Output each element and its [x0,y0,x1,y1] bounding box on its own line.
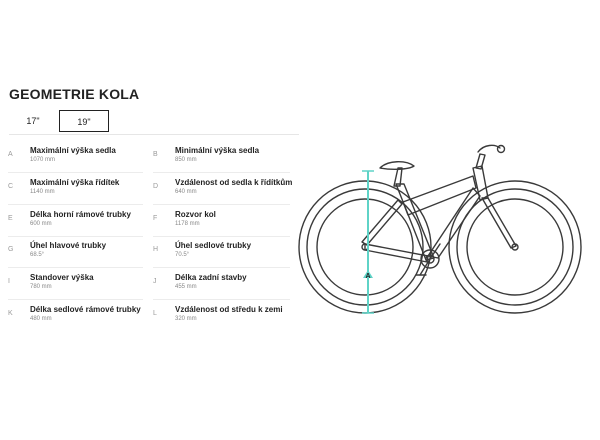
spec-value: 68.5° [30,252,45,258]
spec-label: Vzdálenost od sedla k řídítkům [175,178,293,187]
spec-value: 1140 mm [30,189,55,195]
spec-divider [8,204,143,205]
spec-value: 455 mm [175,284,197,290]
spec-label: Minimální výška sedla [175,146,260,155]
spec-value: 640 mm [175,189,197,195]
spec-divider [8,172,143,173]
spec-divider [153,204,290,205]
spec-letter: A [8,151,13,158]
spec-letter: J [153,278,157,285]
spec-value: 1070 mm [30,157,56,163]
spec-value: 320 mm [175,316,197,322]
spec-divider [153,236,290,237]
size-selector [9,110,299,135]
spec-letter: K [8,310,13,317]
spec-label: Standover výška [30,273,94,282]
spec-divider [8,236,143,237]
spec-value: 1178 mm [175,221,200,227]
spec-letter: B [153,151,158,158]
size-tab-19[interactable]: 19" [59,110,109,132]
spec-label: Délka horní rámové trubky [30,210,131,219]
spec-label: Úhel hlavové trubky [30,241,107,250]
spec-value: 780 mm [30,284,52,290]
page-title: GEOMETRIE KOLA [9,86,140,102]
spec-letter: F [153,215,158,222]
spec-label: Délka sedlové rámové trubky [30,305,141,314]
spec-label: Rozvor kol [175,210,216,219]
spec-label: Maximální výška řídítek [30,178,120,187]
size-tab-17[interactable]: 17" [26,116,40,126]
spec-divider [153,299,290,300]
spec-divider [153,172,290,173]
spec-letter: C [8,183,14,190]
spec-divider [8,299,143,300]
spec-label: Vzdálenost od středu k zemi [175,305,283,314]
spec-value: 480 mm [30,316,52,322]
spec-divider [8,267,143,268]
spec-value: 850 mm [175,157,197,163]
spec-letter: I [8,278,10,285]
spec-letter: E [8,215,13,222]
bike-geometry-diagram [290,140,590,330]
spec-letter: H [153,246,159,253]
spec-divider [153,267,290,268]
spec-letter: D [153,183,159,190]
spec-label: Délka zadní stavby [175,273,247,282]
dimension-a [362,171,374,313]
spec-label: Maximální výška sedla [30,146,116,155]
spec-letter: G [8,246,14,253]
dimension-a-label: A [365,273,371,280]
spec-value: 600 mm [30,221,52,227]
spec-value: 70.5° [175,252,190,258]
bike-frame [362,145,516,275]
spec-letter: L [153,310,157,317]
spec-label: Úhel sedlové trubky [175,241,252,250]
